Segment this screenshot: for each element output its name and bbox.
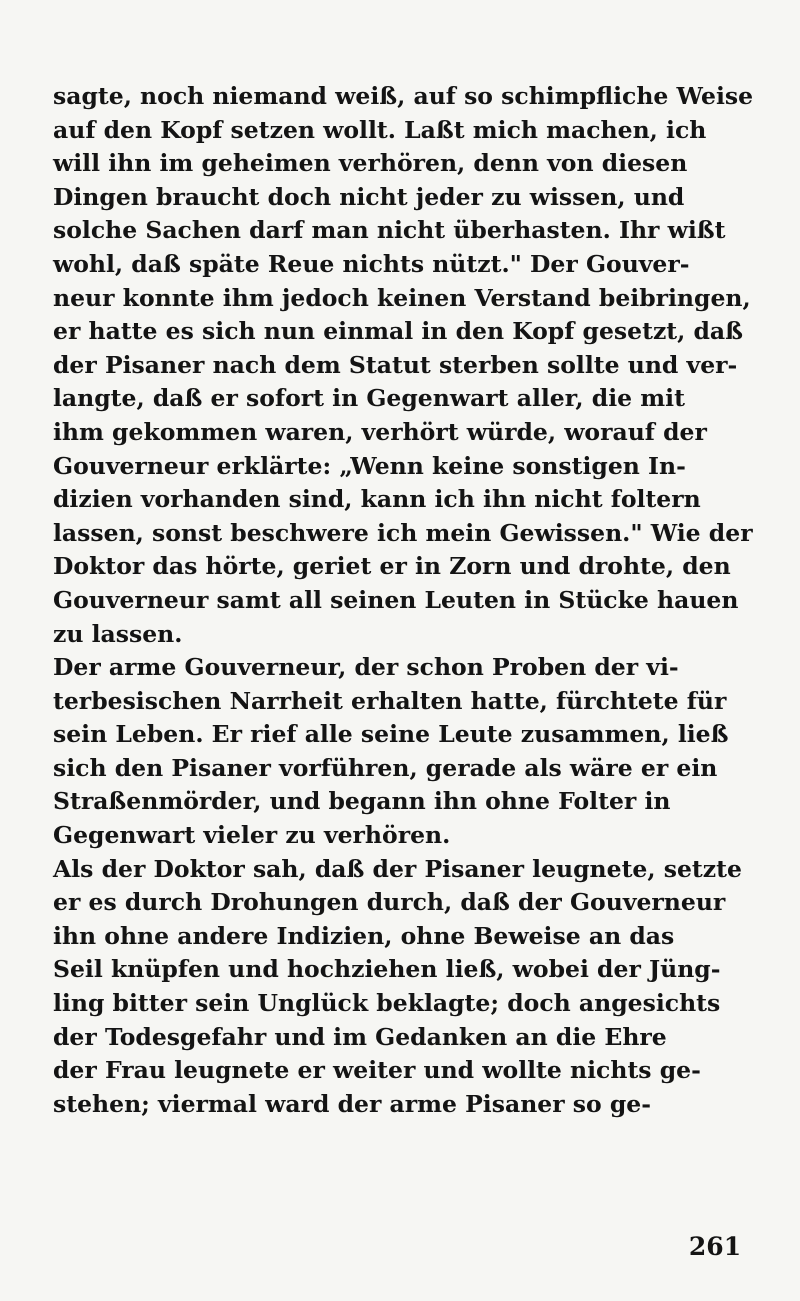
text-line: langte, daß er sofort in Gegenwart aller, die mit — [53, 384, 685, 413]
text-line: der Pisaner nach dem Statut sterben sollte und ver- — [53, 350, 738, 379]
text-line: Dingen braucht doch nicht jeder zu wissen, und — [53, 182, 685, 211]
text-line: will ihn im geheimen verhören, denn von diesen — [53, 149, 688, 178]
text-line: Gouverneur erklärte: „Wenn keine sonstigen In- — [53, 451, 686, 480]
text-line: er es durch Drohungen durch, daß der Gouverneur — [53, 888, 726, 917]
text-line: zu lassen. — [53, 619, 183, 648]
text-line: der Todesgefahr und im Gedanken an die Ehre — [53, 1022, 667, 1051]
text-line: dizien vorhanden sind, kann ich ihn nicht foltern — [53, 485, 701, 514]
text-line: Als der Doktor sah, daß der Pisaner leugnete, setzte — [53, 854, 742, 883]
text-line: stehen; viermal ward der arme Pisaner so ge- — [53, 1089, 652, 1118]
text-line: Doktor das hörte, geriet er in Zorn und drohte, den — [53, 552, 731, 581]
page-number: 261 — [688, 1232, 742, 1261]
text-line: sein Leben. Er rief alle seine Leute zusammen, ließ — [53, 720, 729, 749]
text-line: sagte, noch niemand weiß, auf so schimpfliche Weise — [53, 82, 754, 110]
text-line: wohl, daß späte Reue nichts nützt." Der Gouver- — [53, 249, 690, 278]
text-line: sich den Pisaner vorführen, gerade als wäre er ein — [53, 753, 718, 782]
text-line: er hatte es sich nun einmal in den Kopf gesetzt, daß — [53, 317, 744, 346]
text-line: terbesischen Narrheit erhalten hatte, fürchtete für — [53, 686, 727, 715]
text-line: ling bitter sein Unglück beklagte; doch angesichts — [53, 989, 721, 1018]
body-text — [53, 80, 765, 1121]
text-line: Seil knüpfen und hochziehen ließ, wobei der Jüng- — [53, 955, 721, 984]
text-line: ihn ohne andere Indizien, ohne Beweise an das — [53, 921, 675, 950]
text-line: lassen, sonst beschwere ich mein Gewissen." Wie der — [53, 518, 753, 547]
text-line: auf den Kopf setzen wollt. Laßt mich machen, ich — [53, 115, 707, 144]
text-line: neur konnte ihm jedoch keinen Verstand beibringen, — [53, 283, 751, 312]
text-line: solche Sachen darf man nicht überhasten. Ihr wißt — [53, 216, 726, 245]
text-line: Gegenwart vieler zu verhören. — [53, 821, 451, 850]
text-line: Straßenmörder, und begann ihn ohne Folter in — [53, 787, 671, 816]
text-line: ihm gekommen waren, verhört würde, worauf der — [53, 417, 707, 446]
text-line: der Frau leugnete er weiter und wollte nichts ge- — [53, 1056, 701, 1085]
text-line: Gouverneur samt all seinen Leuten in Stücke hauen — [53, 585, 739, 614]
text-line: Der arme Gouverneur, der schon Proben der vi- — [53, 653, 679, 682]
